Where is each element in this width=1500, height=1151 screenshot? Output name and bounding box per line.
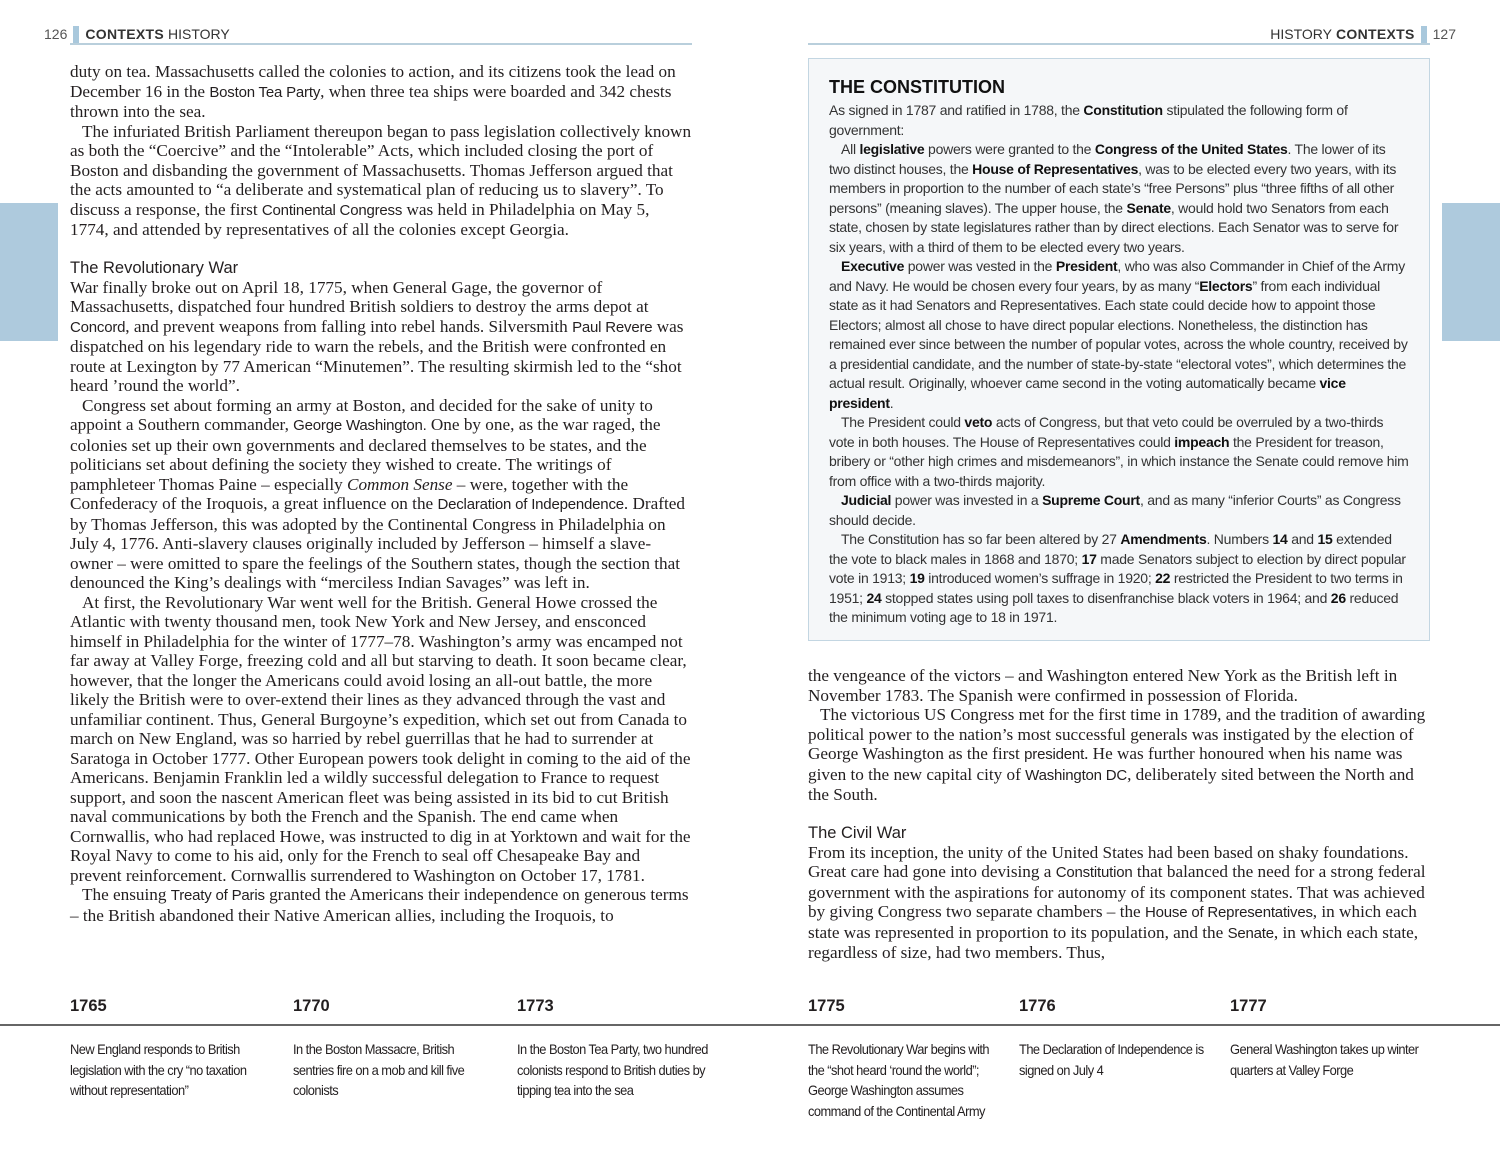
left-body-column	[70, 62, 692, 925]
header-section-bold: CONTEXTS	[1336, 26, 1415, 42]
keyword: House of Representatives	[1145, 904, 1313, 921]
header-accent-bar	[73, 26, 79, 43]
thumb-tab-right	[1442, 203, 1500, 341]
paragraph: At first, the Revolutionary War went well for the British. General Howe crossed the Atlantic with twenty thousand men, took New York and New Jersey, and ensconced himself in Philadelphia for the winter of 1777–78. Washington’s army was encamped not far away at Valley Forge, freezing cold and all but starving to death. It soon became clear, however, that the longer the Americans could avoid losing an all-out battle, the more likely the British were to over-extend their lines as they advanced through the vast and unfamiliar continent. Thus, General Burgoyne’s expedition, which set out from Canada to march on New England, was so harried by rebel guerrillas that he had to surrender at Saratoga in October 1777. Other European powers took delight in coming to the aid of the Americans. Benjamin Franklin led a wildly successful delegation to France to request support, and soon the nascent American fleet was being assisted in its bid to cut British naval communications by both the French and the Spanish. The end came when Cornwallis, who had replaced Howe, was instructed to dig in at Yorktown and wait for the Royal Navy to come to his aid, only for the French to seal off Chesapeake Bay and prevent reinforcement. Cornwallis surrendered to Washington on October 17, 1781.	[70, 592, 691, 885]
paragraph: War finally broke out on April 18, 1775, when General Gage, the governor of Massachusetts, dispatched four hundred British soldiers to destroy the arms depot at Concord, and prevent weapons from falling into rebel hands. Silversmith Paul Revere was dispatched on his legendary ride to warn the rebels, and the British were confronted en route at Lexington by 77 American “Minutemen”. The resulting skirmish led to the “shot heard ’round the world”.	[70, 277, 684, 395]
box-paragraph: As signed in 1787 and ratified in 1788, the Constitution stipulated the following form of government:	[829, 102, 1348, 138]
constitution-sidebar-box	[808, 58, 1430, 641]
left-running-header	[44, 24, 230, 44]
italic-title: Common Sense	[346, 474, 453, 494]
header-accent-bar	[1421, 26, 1427, 43]
box-paragraph-executive: Executive power was vested in the President, who was also Commander in Chief of the Army and Navy. He would be chosen every four years, by as many “Electors” from each individual state as it had Senators and Representatives. Each state could decide how to appoint those Electors; almost all chose to have direct popular elections. Nonetheless, the distinction has remained ever since between the number of popular votes, across the whole country, received by a presidential candidate, and the number of state-by-state “electoral votes”, which determines the actual result. Originally, whoever came second in the voting automatically became vice president.	[829, 258, 1408, 411]
header-section-bold: CONTEXTS	[85, 26, 164, 42]
keyword: Constitution	[1055, 864, 1133, 881]
box-paragraph-veto: The President could veto acts of Congress, but that veto could be overruled by a two-thirds vote in both houses. The House of Representatives could impeach the President for treason, bribery or “other high crimes and misdemeanors”, in which instance the Senate could remove him from office with a two-thirds majority.	[829, 414, 1409, 489]
timeline-entry	[70, 995, 270, 1101]
page-number-left: 126	[44, 26, 68, 42]
paragraph: Congress set about forming an army at Boston, and decided for the sake of unity to appoint a Southern commander, George Washington. One by one, as the war raged, the colonies set up their own governments and declared themselves to be states, and the politicians set about defining the society they wished to create. The writings of pamphleteer Thomas Paine – especially Common Sense – were, together with the Confederacy of the Iroquois, a great influence on the Declaration of Independence. Drafted by Thomas Jefferson, this was adopted by the Continental Congress in Philadelphia on July 4, 1776. Anti-slavery clauses originally included by Jefferson – himself a slave-owner – were omitted to spare the feelings of the Southern states, though the section that denounced the King’s dealings with “merciless Indian Savages” was left in.	[70, 395, 685, 592]
keyword: Treaty of Paris	[170, 887, 265, 904]
paragraph: duty on tea. Massachusetts called the colonies to action, and its citizens took the lead on December 16 in the Boston Tea Party, when three tea ships were boarded and 342 chests thrown into the sea.	[70, 62, 676, 121]
timeline-entry	[293, 995, 493, 1101]
box-paragraph-judicial: Judicial power was invested in a Supreme Court, and as many “inferior Courts” as Congress should decide.	[829, 492, 1401, 528]
timeline-text: The Revolutionary War begins with the “shot heard ‘round the world”; George Washington assumes command of the Continental Army	[808, 1041, 990, 1119]
right-running-header	[1270, 24, 1456, 44]
header-section-light: HISTORY	[1270, 26, 1332, 42]
keyword: George Washington.	[293, 417, 427, 434]
timeline-entry	[1019, 995, 1219, 1080]
page-number-right: 127	[1432, 26, 1456, 42]
box-paragraph-amendments: The Constitution has so far been altered by 27 Amendments. Numbers 14 and 15 extended the vote to black males in 1868 and 1870; 17 made Senators subject to election by direct popular vote in 1913; 19 introduced women’s suffrage in 1920; 22 restricted the President to two terms in 1951; 24 stopped states using poll taxes to disenfranchise black voters in 1964; and 26 reduced the minimum voting age to 18 in 1971.	[829, 531, 1406, 625]
timeline-text: General Washington takes up winter quarters at Valley Forge	[1230, 1041, 1419, 1078]
keyword: Boston Tea Party	[209, 83, 321, 101]
paragraph: The infuriated British Parliament thereupon began to pass legislation collectively known as both the “Coercive” and the “Intolerable” Acts, which included closing the port of Boston and disbanding the government of Massachusetts. Thomas Jefferson argued that the acts amounted to “a deliberate and systematical plan of reducing us to slavery”. To discuss a response, the first Continental Congress was held in Philadelphia on May 5, 1774, and attended by representatives of all the colonies except Georgia.	[70, 121, 692, 239]
timeline-year: 1776	[1019, 997, 1056, 1015]
paragraph: From its inception, the unity of the United States had been based on shaky foundations. Great care had gone into devising a Constitution that balanced the need for a strong federal government with the aspirations for autonomy of its component states. That was achieved by giving Congress two separate chambers – the House of Representatives, in which each state was represented in proportion to its population, and the Senate, in which each state, regardless of size, had two members. Thus,	[808, 842, 1426, 962]
keyword: Senate	[1227, 924, 1274, 942]
keyword: Continental Congress	[261, 201, 403, 219]
section-heading: The Civil War	[808, 823, 907, 842]
right-body-column	[808, 666, 1433, 963]
timeline-year: 1770	[293, 997, 330, 1015]
timeline-text: In the Boston Massacre, British sentries fire on a mob and kill five colonists	[293, 1041, 465, 1098]
timeline-text: In the Boston Tea Party, two hundred colonists respond to British duties by tipping tea into the sea	[517, 1041, 708, 1098]
timeline-year: 1775	[808, 997, 845, 1015]
timeline-year: 1773	[517, 997, 554, 1015]
timeline-entry	[1230, 995, 1430, 1080]
keyword: Paul Revere	[572, 318, 653, 336]
header-rule-left	[70, 43, 692, 45]
timeline-strip	[0, 995, 1500, 1151]
header-section-light: HISTORY	[168, 26, 230, 42]
paragraph: the vengeance of the victors – and Washington entered New York as the British left in November 1783. The Spanish were confirmed in possession of Florida.	[808, 666, 1398, 705]
keyword: Declaration of Independence	[437, 496, 624, 513]
section-heading: The Revolutionary War	[70, 258, 239, 277]
box-title: THE CONSTITUTION	[829, 77, 1005, 97]
keyword: Concord	[70, 318, 126, 336]
timeline-text: New England responds to British legislation with the cry “no taxation without representation”	[70, 1041, 247, 1098]
timeline-year: 1765	[70, 997, 107, 1015]
thumb-tab-left	[0, 203, 58, 341]
timeline-text: The Declaration of Independence is signed on July 4	[1019, 1041, 1204, 1078]
paragraph: The ensuing Treaty of Paris granted the Americans their independence on generous terms – the British abandoned their Native American allies, including the Iroquois, to	[70, 885, 689, 925]
paragraph: The victorious US Congress met for the first time in 1789, and the tradition of awarding political power to the nation’s most successful generals was instigated by the election of George Washington as the first president. He was further honoured when his name was given to the new capital city of Washington DC, deliberately sited between the North and the South.	[808, 705, 1426, 804]
timeline-entry	[808, 995, 1008, 1121]
keyword: Washington DC	[1025, 766, 1128, 784]
box-paragraph-legislative: All legislative powers were granted to the Congress of the United States. The lower of its two distinct houses, the House of Representatives, was to be elected every two years, with its members in proportion to the number of each state’s “free Persons” plus “three fifths of all other persons” (meaning slaves). The upper house, the Senate, would hold two Senators from each state, chosen by state legislatures rather than by direct elections. Each Senator was to serve for six years, with a third of them to be elected every two years.	[829, 141, 1399, 255]
header-rule-right	[808, 43, 1430, 45]
timeline-entry	[517, 995, 717, 1101]
timeline-year: 1777	[1230, 997, 1267, 1015]
keyword: president	[1024, 746, 1085, 763]
